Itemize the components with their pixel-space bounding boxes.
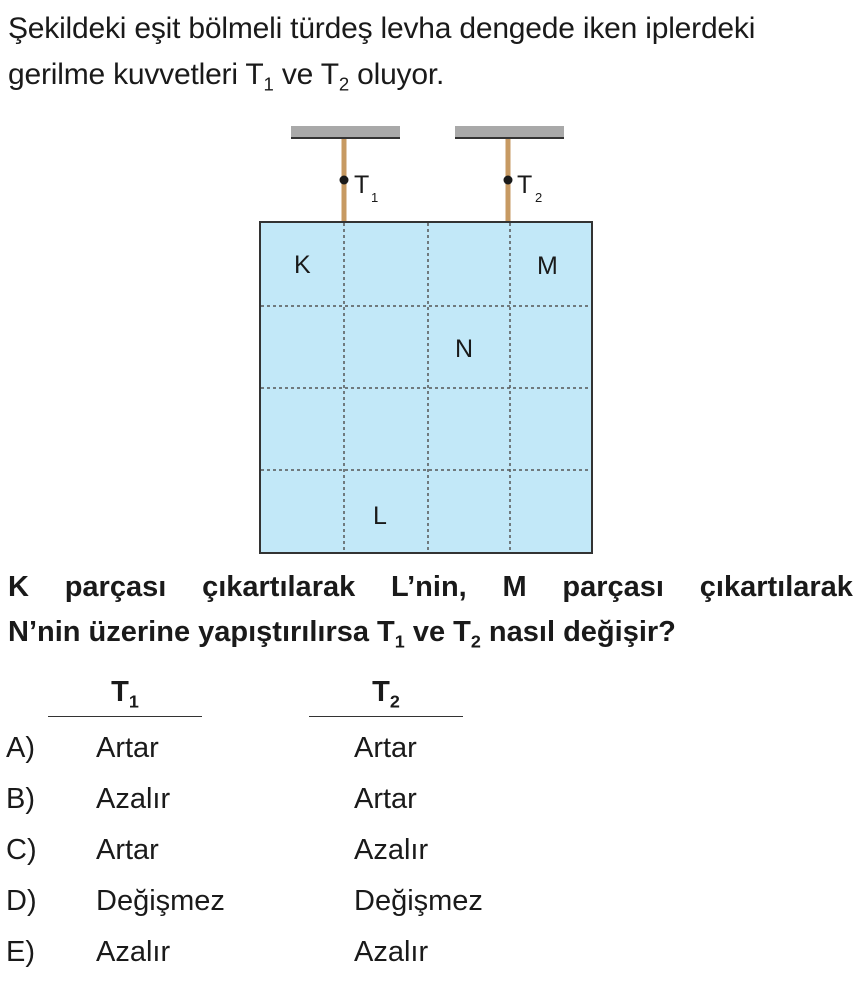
option-t2-value: Artar	[354, 783, 417, 815]
option-t1-value: Artar	[96, 834, 159, 866]
question-word: parçası	[64, 571, 167, 603]
answer-header-t1-rule	[48, 716, 202, 717]
question-word: çıkartılarak	[202, 571, 356, 603]
t1-label: T	[354, 171, 370, 199]
answer-header-t1	[48, 676, 202, 712]
t2-point	[504, 176, 513, 185]
section-label-l: L	[373, 502, 387, 530]
right-ceiling	[455, 126, 564, 137]
t1-label-sub: 1	[371, 190, 379, 205]
intro-line-1: Şekildeki eşit bölmeli türdeş levha dengede iken iplerdeki	[8, 12, 756, 45]
question-line-2	[8, 610, 853, 655]
option-t2-value: Azalır	[354, 936, 429, 968]
question-t1-subscript: 1	[394, 631, 405, 652]
answer-header-t2	[309, 676, 463, 712]
question-word: K	[8, 571, 29, 603]
question-word: M	[502, 571, 527, 603]
section-label-k: K	[294, 251, 311, 279]
option-letter: B)	[6, 783, 35, 815]
answer-header-t1-sub: 1	[128, 691, 139, 712]
question-line-2-part-b: ve T	[404, 616, 471, 648]
answer-header-t2-sub: 2	[389, 691, 400, 712]
question-text	[8, 565, 853, 655]
question-t2-subscript: 2	[470, 631, 481, 652]
question-word: L’nin,	[391, 571, 467, 603]
answer-header-t2-main: T	[372, 676, 390, 708]
option-t1-value: Azalır	[96, 936, 171, 968]
option-t1-value: Azalır	[96, 783, 171, 815]
option-t2-value: Artar	[354, 732, 417, 764]
intro-t1-subscript: 1	[263, 73, 274, 95]
option-t2-value: Değişmez	[354, 885, 483, 917]
question-line-2-part-a: N’nin üzerine yapıştırılırsa T	[8, 616, 395, 648]
option-letter: E)	[6, 936, 35, 968]
section-label-m: M	[537, 252, 558, 280]
intro-t2-subscript: 2	[338, 73, 349, 95]
option-t1-value: Artar	[96, 732, 159, 764]
answer-header-t2-rule	[309, 716, 463, 717]
answer-header-t1-main: T	[111, 676, 129, 708]
question-word: parçası	[562, 571, 664, 603]
t1-point	[340, 176, 349, 185]
intro-line-2-part-c: oluyor.	[348, 58, 445, 91]
intro-line-2-part-a: gerilme kuvvetleri T	[8, 58, 264, 91]
left-ceiling	[291, 126, 400, 137]
question-line-2-part-c: nasıl değişir?	[480, 616, 676, 648]
question-line-1	[8, 565, 853, 610]
option-t1-value: Değişmez	[96, 885, 225, 917]
question-word: çıkartılarak	[699, 571, 853, 603]
t2-label: T	[517, 171, 533, 199]
section-label-n: N	[455, 335, 474, 363]
option-letter: A)	[6, 732, 35, 764]
option-letter: D)	[6, 885, 37, 917]
t2-label-sub: 2	[535, 190, 543, 205]
option-t2-value: Azalır	[354, 834, 429, 866]
intro-line-2-part-b: ve T	[273, 58, 339, 91]
option-letter: C)	[6, 834, 37, 866]
